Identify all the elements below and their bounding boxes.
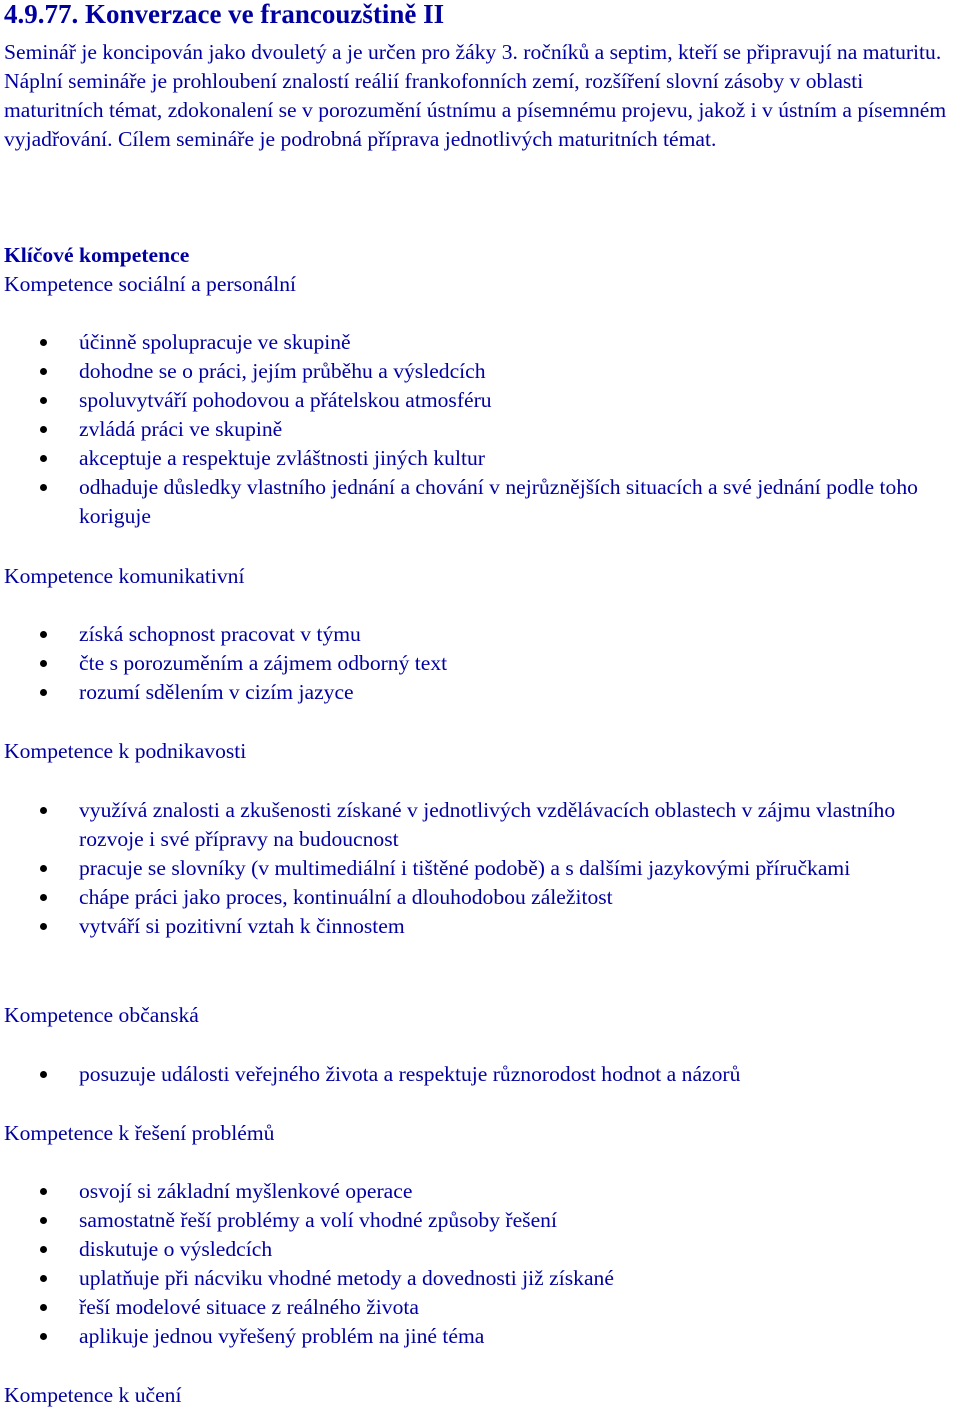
list-item: odhaduje důsledky vlastního jednání a chování v nejrůznějších situacích a své jednání podle toho koriguje <box>0 473 960 531</box>
intro-paragraph-2 <box>4 67 960 154</box>
bullet-icon <box>40 368 47 375</box>
intro-paragraph-1: Seminář je koncipován jako dvouletý a je určen pro žáky 3. ročníků a septim, kteří se připravují na maturitu. <box>4 40 942 64</box>
list-item: řeší modelové situace z reálného života <box>0 1293 960 1322</box>
list-item: chápe práci jako proces, kontinuální a dlouhodobou záležitost <box>0 883 960 912</box>
list-item: zvládá práci ve skupině <box>0 415 960 444</box>
bullet-icon <box>40 631 47 638</box>
list-item: dohodne se o práci, jejím průběhu a výsledcích <box>0 357 960 386</box>
problem-solving-competence-list <box>0 1177 960 1351</box>
list-item: čte s porozuměním a zájmem odborný text <box>0 649 960 678</box>
civic-competence-heading: Kompetence občanská <box>4 1003 199 1027</box>
bullet-icon <box>40 426 47 433</box>
bullet-icon <box>40 1275 47 1282</box>
list-item: samostatně řeší problémy a volí vhodné způsoby řešení <box>0 1206 960 1235</box>
bullet-icon <box>40 923 47 930</box>
bullet-icon <box>40 1246 47 1253</box>
bullet-icon <box>40 1217 47 1224</box>
section-title: 4.9.77. Konverzace ve francouzštině II <box>4 0 445 29</box>
list-item: osvojí si základní myšlenkové operace <box>0 1177 960 1206</box>
list-item: uplatňuje při nácviku vhodné metody a dovednosti již získané <box>0 1264 960 1293</box>
bullet-icon <box>40 1333 47 1340</box>
entrepreneurship-competence-heading: Kompetence k podnikavosti <box>4 739 247 763</box>
intro-paragraph-2-text: Náplní semináře je prohloubení znalostí reálií frankofonních zemí, rozšíření slovní zásoby v oblasti maturitních témat, zdokonalení se v porozumění ústnímu a písemnému projevu, jakož i v ústním a písemném vyjadřování. <box>4 69 947 151</box>
social-competence-list <box>0 328 960 531</box>
key-competences-heading: Klíčové kompetence <box>4 243 190 267</box>
list-item: aplikuje jednou vyřešený problém na jiné téma <box>0 1322 960 1351</box>
learning-competence-heading: Kompetence k učení <box>4 1383 182 1407</box>
list-item: pracuje se slovníky (v multimediální i tištěné podobě) a s dalšími jazykovými příručkami <box>0 854 960 883</box>
bullet-icon <box>40 660 47 667</box>
bullet-icon <box>40 397 47 404</box>
list-item: účinně spolupracuje ve skupině <box>0 328 960 357</box>
intro-paragraph-2-goal: Cílem semináře je podrobná příprava jednotlivých maturitních témat. <box>117 127 717 151</box>
civic-competence-list <box>0 1060 960 1089</box>
bullet-icon <box>40 689 47 696</box>
bullet-icon <box>40 894 47 901</box>
list-item: diskutuje o výsledcích <box>0 1235 960 1264</box>
communicative-competence-heading: Kompetence komunikativní <box>4 564 245 588</box>
bullet-icon <box>40 1188 47 1195</box>
communicative-competence-list <box>0 620 960 707</box>
bullet-icon <box>40 1071 47 1078</box>
problem-solving-competence-heading: Kompetence k řešení problémů <box>4 1121 275 1145</box>
list-item: vytváří si pozitivní vztah k činnostem <box>0 912 960 941</box>
social-competence-heading: Kompetence sociální a personální <box>4 272 297 296</box>
entrepreneurship-competence-list <box>0 796 960 941</box>
bullet-icon <box>40 865 47 872</box>
list-item: využívá znalosti a zkušenosti získané v jednotlivých vzdělávacích oblastech v zájmu vlastního rozvoje i své přípravy na budoucnost <box>0 796 960 854</box>
list-item: posuzuje události veřejného života a respektuje různorodost hodnot a názorů <box>0 1060 960 1089</box>
bullet-icon <box>40 455 47 462</box>
list-item: spoluvytváří pohodovou a přátelskou atmosféru <box>0 386 960 415</box>
bullet-icon <box>40 1304 47 1311</box>
intro-text <box>4 38 960 154</box>
list-item: získá schopnost pracovat v týmu <box>0 620 960 649</box>
list-item: rozumí sdělením v cizím jazyce <box>0 678 960 707</box>
bullet-icon <box>40 807 47 814</box>
bullet-icon <box>40 339 47 346</box>
bullet-icon <box>40 484 47 491</box>
list-item: akceptuje a respektuje zvláštnosti jiných kultur <box>0 444 960 473</box>
